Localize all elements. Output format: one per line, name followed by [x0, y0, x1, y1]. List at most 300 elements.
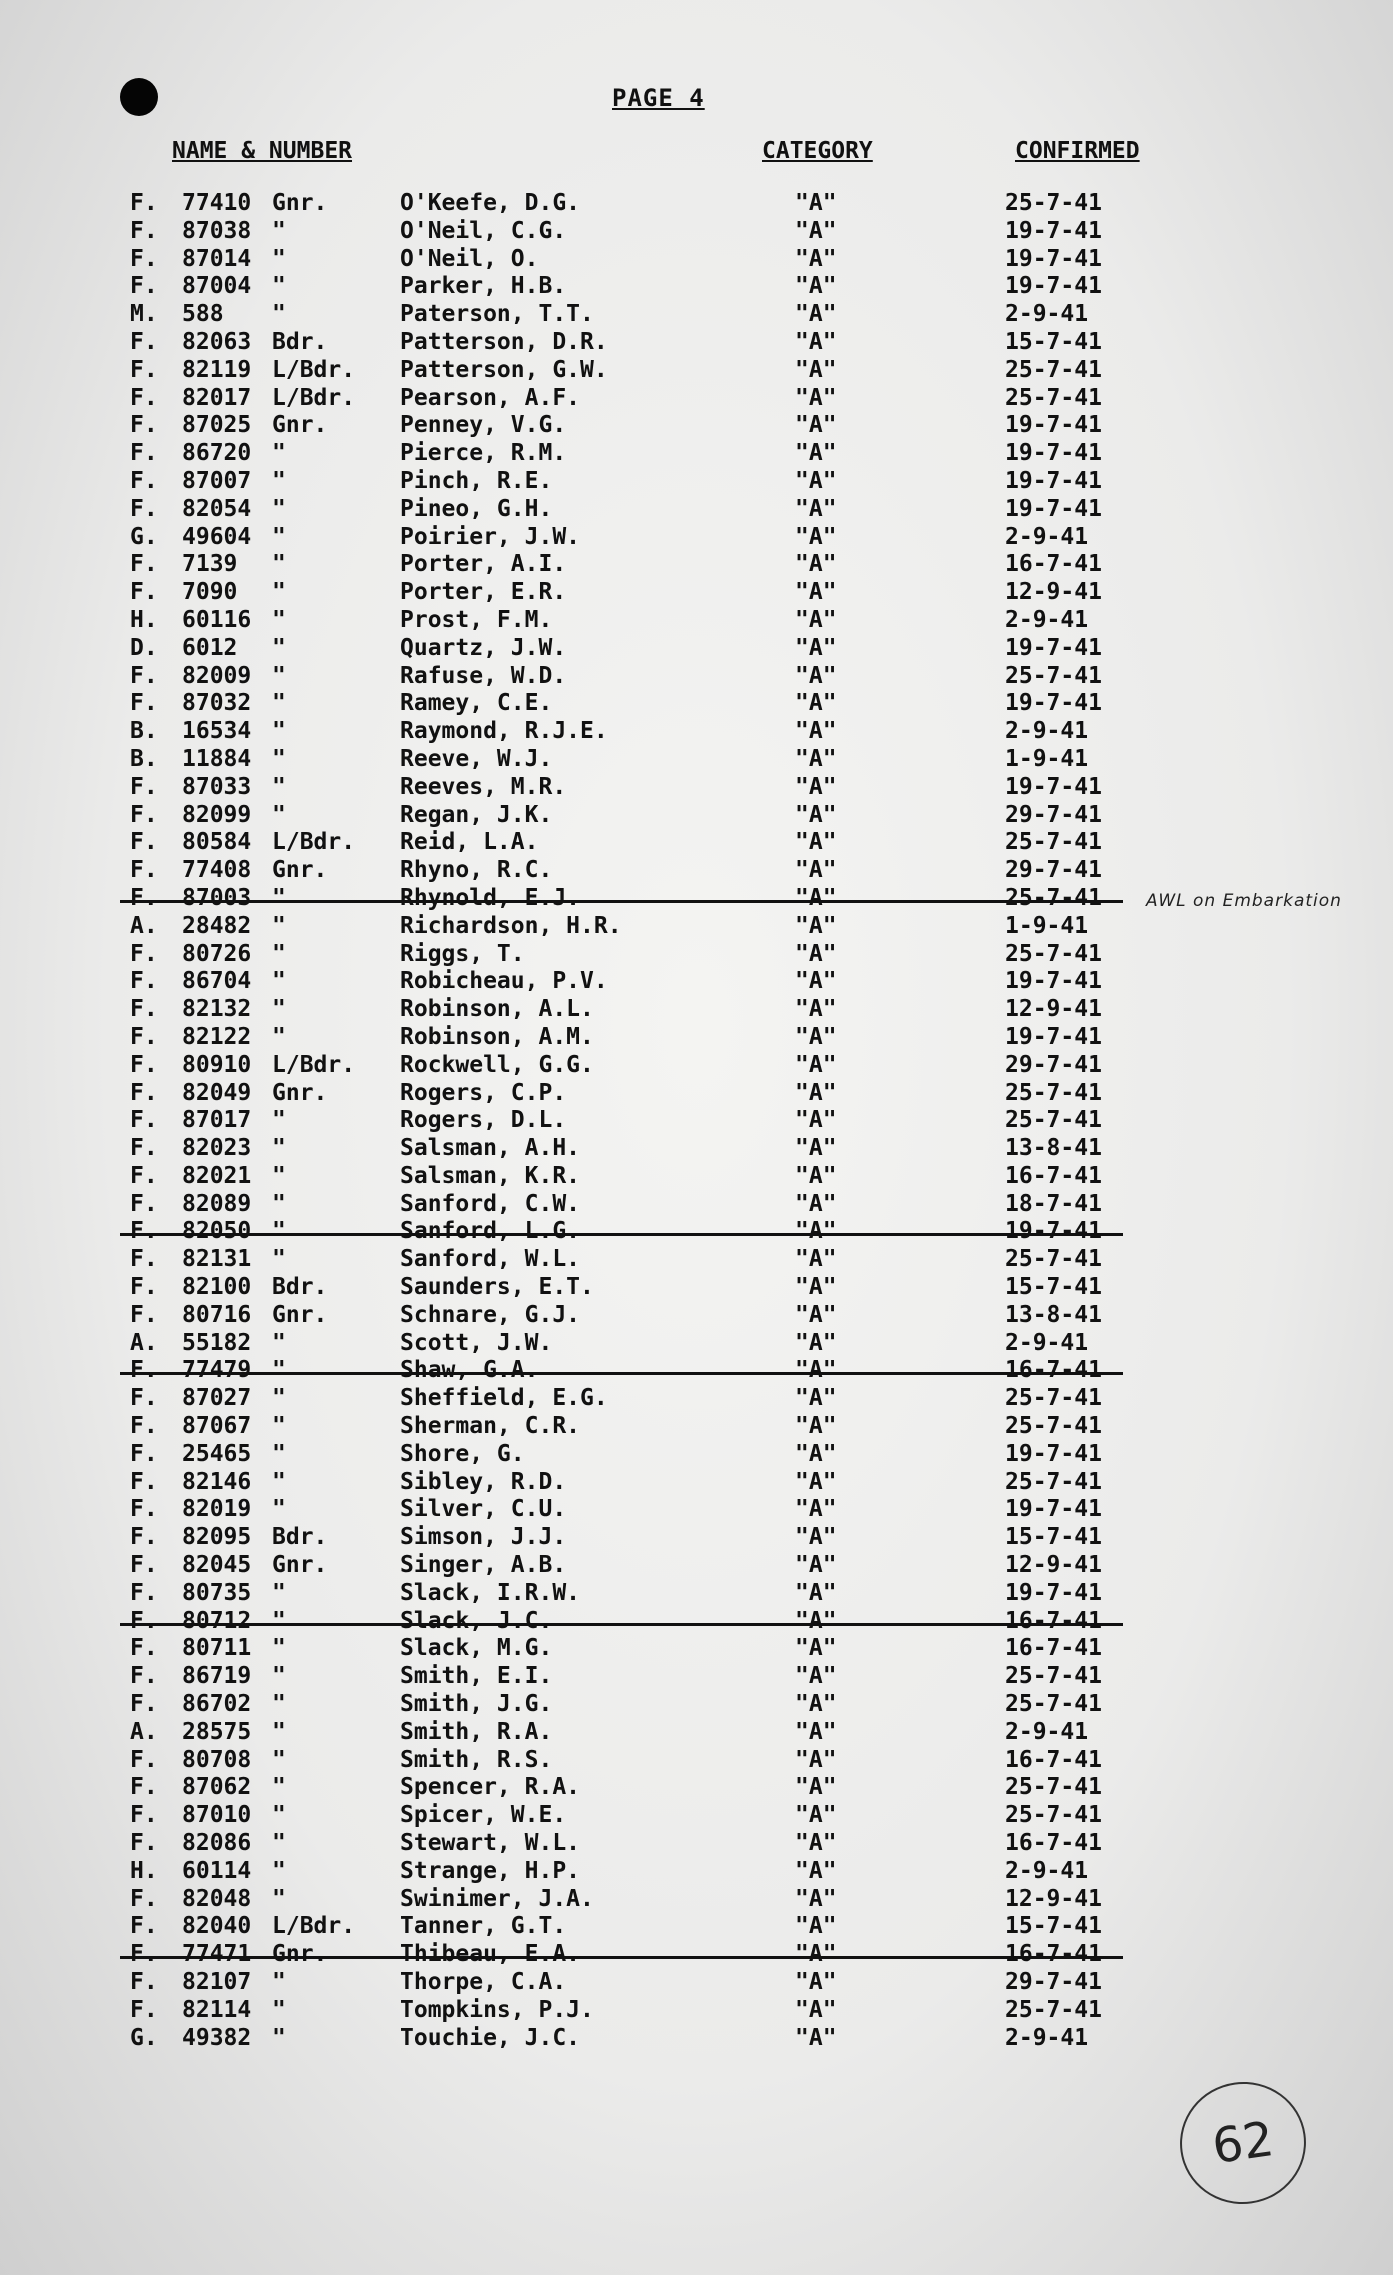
confirmed-date: 25-7-41	[1005, 384, 1102, 411]
rank: "	[272, 467, 286, 494]
category: "A"	[795, 1413, 837, 1440]
service-number: 7090	[182, 579, 238, 606]
table-row	[0, 1163, 1393, 1191]
service-prefix: D.	[130, 634, 158, 661]
category: "A"	[795, 690, 837, 717]
soldier-name: Shaw, G.A.	[400, 1357, 539, 1384]
category: "A"	[795, 1552, 837, 1579]
service-prefix: F.	[130, 384, 158, 411]
category: "A"	[795, 773, 837, 800]
service-number: 87025	[182, 412, 252, 439]
soldier-name: Patterson, G.W.	[400, 356, 608, 383]
category: "A"	[795, 857, 837, 884]
category: "A"	[795, 1218, 837, 1245]
rank: Bdr.	[272, 1524, 328, 1551]
service-number: 82050	[182, 1218, 252, 1245]
service-prefix: F.	[130, 1802, 158, 1829]
table-row	[0, 496, 1393, 524]
service-number: 7139	[182, 551, 238, 578]
confirmed-date: 29-7-41	[1005, 801, 1102, 828]
service-number: 87004	[182, 273, 252, 300]
table-row	[0, 1635, 1393, 1663]
service-prefix: F.	[130, 579, 158, 606]
service-prefix: F.	[130, 1385, 158, 1412]
soldier-name: Sanford, W.L.	[400, 1246, 581, 1273]
service-prefix: B.	[130, 745, 158, 772]
table-row	[0, 1830, 1393, 1858]
service-prefix: F.	[130, 1162, 158, 1189]
category: "A"	[795, 1941, 837, 1968]
table-row	[0, 1024, 1393, 1052]
confirmed-date: 25-7-41	[1005, 1663, 1102, 1690]
service-number: 87010	[182, 1802, 252, 1829]
soldier-name: Simson, J.J.	[400, 1524, 567, 1551]
category: "A"	[795, 440, 837, 467]
soldier-name: Porter, A.I.	[400, 551, 567, 578]
rank: Gnr.	[272, 190, 328, 216]
service-prefix: F.	[130, 1301, 158, 1328]
rank: "	[272, 1413, 286, 1440]
rank: "	[272, 968, 286, 995]
confirmed-date: 19-7-41	[1005, 634, 1102, 661]
category: "A"	[795, 1802, 837, 1829]
soldier-name: Paterson, T.T.	[400, 301, 594, 328]
confirmed-date: 19-7-41	[1005, 495, 1102, 522]
soldier-name: Pinch, R.E.	[400, 467, 553, 494]
table-row-struck	[0, 1608, 1393, 1636]
service-prefix: F.	[130, 1635, 158, 1662]
service-number: 82048	[182, 1885, 252, 1912]
table-row	[0, 1802, 1393, 1830]
category: "A"	[795, 273, 837, 300]
table-row	[0, 1691, 1393, 1719]
service-number: 16534	[182, 718, 252, 745]
service-number: 55182	[182, 1329, 252, 1356]
table-row	[0, 1719, 1393, 1747]
table-row	[0, 579, 1393, 607]
service-prefix: F.	[130, 1663, 158, 1690]
category: "A"	[795, 1830, 837, 1857]
service-prefix: F.	[130, 1579, 158, 1606]
table-row	[0, 1552, 1393, 1580]
rank: Gnr.	[272, 1941, 328, 1968]
table-row	[0, 551, 1393, 579]
service-prefix: M.	[130, 301, 158, 328]
confirmed-date: 2-9-41	[1005, 1329, 1089, 1356]
service-number: 87017	[182, 1107, 252, 1134]
table-row	[0, 1135, 1393, 1163]
category: "A"	[795, 801, 837, 828]
confirmed-date: 25-7-41	[1005, 1468, 1102, 1495]
confirmed-date: 25-7-41	[1005, 190, 1102, 216]
confirmed-date: 12-9-41	[1005, 1885, 1102, 1912]
service-number: 49382	[182, 2024, 252, 2051]
category: "A"	[795, 1996, 837, 2023]
service-number: 82100	[182, 1274, 252, 1301]
confirmed-date: 2-9-41	[1005, 2024, 1089, 2051]
service-number: 80712	[182, 1607, 252, 1634]
confirmed-date: 16-7-41	[1005, 1635, 1102, 1662]
category: "A"	[795, 884, 837, 911]
confirmed-date: 12-9-41	[1005, 996, 1102, 1023]
soldier-name: Rafuse, W.D.	[400, 662, 567, 689]
soldier-name: Rogers, D.L.	[400, 1107, 567, 1134]
table-row	[0, 246, 1393, 274]
service-prefix: G.	[130, 523, 158, 550]
confirmed-date: 2-9-41	[1005, 1857, 1089, 1884]
category: "A"	[795, 1718, 837, 1745]
table-row	[0, 468, 1393, 496]
service-number: 82054	[182, 495, 252, 522]
soldier-name: Sheffield, E.G.	[400, 1385, 608, 1412]
confirmed-date: 2-9-41	[1005, 1718, 1089, 1745]
service-number: 82099	[182, 801, 252, 828]
service-number: 86704	[182, 968, 252, 995]
service-prefix: F.	[130, 1969, 158, 1995]
category: "A"	[795, 190, 837, 216]
service-prefix: F.	[130, 940, 158, 967]
margin-note: AWL on Embarkation	[1146, 891, 1342, 911]
rank: "	[272, 662, 286, 689]
category: "A"	[795, 968, 837, 995]
rank: "	[272, 551, 286, 578]
category: "A"	[795, 1440, 837, 1467]
confirmed-date: 19-7-41	[1005, 217, 1102, 244]
service-prefix: F.	[130, 1607, 158, 1634]
service-number: 82122	[182, 1023, 252, 1050]
rank: L/Bdr.	[272, 356, 356, 383]
soldier-name: Spicer, W.E.	[400, 1802, 567, 1829]
rank: "	[272, 1885, 286, 1912]
rank: "	[272, 884, 286, 911]
service-prefix: F.	[130, 1246, 158, 1273]
category: "A"	[795, 1162, 837, 1189]
confirmed-date: 19-7-41	[1005, 245, 1102, 272]
service-prefix: A.	[130, 1329, 158, 1356]
service-prefix: F.	[130, 662, 158, 689]
confirmed-date: 2-9-41	[1005, 606, 1089, 633]
category: "A"	[795, 1607, 837, 1634]
confirmed-date: 25-7-41	[1005, 1996, 1102, 2023]
soldier-name: Sherman, C.R.	[400, 1413, 581, 1440]
confirmed-date: 19-7-41	[1005, 1440, 1102, 1467]
confirmed-date: 16-7-41	[1005, 1607, 1102, 1634]
soldier-name: Smith, R.A.	[400, 1718, 553, 1745]
category: "A"	[795, 467, 837, 494]
category: "A"	[795, 662, 837, 689]
table-row	[0, 913, 1393, 941]
soldier-name: Thibeau, E.A.	[400, 1941, 581, 1968]
rank: "	[272, 1107, 286, 1134]
confirmed-date: 16-7-41	[1005, 1162, 1102, 1189]
soldier-name: Pierce, R.M.	[400, 440, 567, 467]
confirmed-date: 12-9-41	[1005, 1552, 1102, 1579]
table-row	[0, 1524, 1393, 1552]
service-number: 82086	[182, 1830, 252, 1857]
rank: "	[272, 245, 286, 272]
category: "A"	[795, 1329, 837, 1356]
service-number: 82095	[182, 1524, 252, 1551]
confirmed-date: 25-7-41	[1005, 884, 1102, 911]
rank: "	[272, 1468, 286, 1495]
soldier-name: Slack, J.C.	[400, 1607, 553, 1634]
confirmed-date: 16-7-41	[1005, 1746, 1102, 1773]
soldier-name: Smith, J.G.	[400, 1691, 553, 1718]
service-prefix: F.	[130, 245, 158, 272]
service-prefix: F.	[130, 1218, 158, 1245]
soldier-name: Poirier, J.W.	[400, 523, 581, 550]
rank: "	[272, 1440, 286, 1467]
category: "A"	[795, 356, 837, 383]
service-number: 82119	[182, 356, 252, 383]
service-number: 588	[182, 301, 224, 328]
soldier-name: Penney, V.G.	[400, 412, 567, 439]
category: "A"	[795, 829, 837, 856]
table-row	[0, 718, 1393, 746]
service-number: 87003	[182, 884, 252, 911]
table-row	[0, 1385, 1393, 1413]
category: "A"	[795, 579, 837, 606]
service-prefix: F.	[130, 1913, 158, 1940]
rank: "	[272, 217, 286, 244]
service-number: 82132	[182, 996, 252, 1023]
soldier-name: Rhynold, E.J.	[400, 884, 581, 911]
rank: "	[272, 1635, 286, 1662]
service-prefix: F.	[130, 1051, 158, 1078]
confirmed-date: 25-7-41	[1005, 1385, 1102, 1412]
column-header-confirmed: CONFIRMED	[1015, 138, 1140, 164]
table-row	[0, 1997, 1393, 2025]
confirmed-date: 25-7-41	[1005, 1774, 1102, 1801]
service-number: 87007	[182, 467, 252, 494]
confirmed-date: 19-7-41	[1005, 1023, 1102, 1050]
service-number: 82089	[182, 1190, 252, 1217]
rank: L/Bdr.	[272, 1051, 356, 1078]
category: "A"	[795, 745, 837, 772]
service-number: 82049	[182, 1079, 252, 1106]
service-number: 82023	[182, 1135, 252, 1162]
service-number: 82017	[182, 384, 252, 411]
table-row-struck	[0, 1218, 1393, 1246]
rank: "	[272, 1802, 286, 1829]
service-prefix: F.	[130, 1496, 158, 1523]
category: "A"	[795, 1579, 837, 1606]
service-prefix: F.	[130, 1190, 158, 1217]
service-prefix: F.	[130, 968, 158, 995]
confirmed-date: 16-7-41	[1005, 1357, 1102, 1384]
service-prefix: F.	[130, 495, 158, 522]
service-number: 82019	[182, 1496, 252, 1523]
table-row	[0, 440, 1393, 468]
rank: "	[272, 1246, 286, 1273]
table-row	[0, 1274, 1393, 1302]
table-row	[0, 774, 1393, 802]
table-row	[0, 663, 1393, 691]
confirmed-date: 19-7-41	[1005, 1218, 1102, 1245]
rank: "	[272, 1857, 286, 1884]
rank: "	[272, 1190, 286, 1217]
confirmed-date: 25-7-41	[1005, 662, 1102, 689]
category: "A"	[795, 1385, 837, 1412]
table-row	[0, 941, 1393, 969]
table-row	[0, 1080, 1393, 1108]
category: "A"	[795, 245, 837, 272]
service-number: 80726	[182, 940, 252, 967]
soldier-name: Salsman, K.R.	[400, 1162, 581, 1189]
service-prefix: F.	[130, 1774, 158, 1801]
rank: "	[272, 773, 286, 800]
service-number: 11884	[182, 745, 252, 772]
table-row	[0, 802, 1393, 830]
service-number: 87038	[182, 217, 252, 244]
confirmed-date: 2-9-41	[1005, 523, 1089, 550]
service-prefix: F.	[130, 1524, 158, 1551]
category: "A"	[795, 1774, 837, 1801]
confirmed-date: 19-7-41	[1005, 1579, 1102, 1606]
soldier-name: Quartz, J.W.	[400, 634, 567, 661]
table-row	[0, 1441, 1393, 1469]
service-prefix: F.	[130, 1468, 158, 1495]
category: "A"	[795, 1663, 837, 1690]
rank: "	[272, 912, 286, 939]
soldier-name: Robicheau, P.V.	[400, 968, 608, 995]
table-row	[0, 1663, 1393, 1691]
category: "A"	[795, 1913, 837, 1940]
table-row	[0, 301, 1393, 329]
table-row-struck	[0, 1357, 1393, 1385]
page-number-circled: 62	[1172, 2074, 1314, 2212]
soldier-name: Ramey, C.E.	[400, 690, 553, 717]
service-prefix: F.	[130, 190, 158, 216]
confirmed-date: 25-7-41	[1005, 1079, 1102, 1106]
rank: "	[272, 1496, 286, 1523]
soldier-name: O'Neil, O.	[400, 245, 539, 272]
table-row	[0, 1969, 1393, 1997]
soldier-name: Pearson, A.F.	[400, 384, 581, 411]
soldier-name: Rockwell, G.G.	[400, 1051, 594, 1078]
service-prefix: F.	[130, 551, 158, 578]
confirmed-date: 25-7-41	[1005, 356, 1102, 383]
rank: "	[272, 495, 286, 522]
confirmed-date: 19-7-41	[1005, 773, 1102, 800]
rank: "	[272, 606, 286, 633]
service-prefix: F.	[130, 1691, 158, 1718]
confirmed-date: 19-7-41	[1005, 412, 1102, 439]
rank: Gnr.	[272, 857, 328, 884]
rank: Gnr.	[272, 1079, 328, 1106]
soldier-name: Reeves, M.R.	[400, 773, 567, 800]
soldier-name: Rhyno, R.C.	[400, 857, 553, 884]
service-prefix: F.	[130, 1552, 158, 1579]
service-number: 82021	[182, 1162, 252, 1189]
confirmed-date: 13-8-41	[1005, 1135, 1102, 1162]
service-prefix: F.	[130, 440, 158, 467]
category: "A"	[795, 1857, 837, 1884]
rank: "	[272, 1718, 286, 1745]
confirmed-date: 29-7-41	[1005, 857, 1102, 884]
service-number: 49604	[182, 523, 252, 550]
confirmed-date: 25-7-41	[1005, 1413, 1102, 1440]
soldier-name: Thorpe, C.A.	[400, 1969, 567, 1995]
service-number: 87032	[182, 690, 252, 717]
rank: Bdr.	[272, 328, 328, 355]
service-number: 77410	[182, 190, 252, 216]
soldier-name: Patterson, D.R.	[400, 328, 608, 355]
service-number: 80910	[182, 1051, 252, 1078]
rank: "	[272, 273, 286, 300]
category: "A"	[795, 495, 837, 522]
rank: "	[272, 940, 286, 967]
table-row	[0, 1747, 1393, 1775]
table-row	[0, 635, 1393, 663]
confirmed-date: 19-7-41	[1005, 467, 1102, 494]
rank: L/Bdr.	[272, 384, 356, 411]
soldier-name: Regan, J.K.	[400, 801, 553, 828]
service-number: 82063	[182, 328, 252, 355]
soldier-name: Touchie, J.C.	[400, 2024, 581, 2051]
soldier-name: Riggs, T.	[400, 940, 525, 967]
category: "A"	[795, 1023, 837, 1050]
service-number: 86720	[182, 440, 252, 467]
service-number: 60114	[182, 1857, 252, 1884]
soldier-name: Stewart, W.L.	[400, 1830, 581, 1857]
rank: L/Bdr.	[272, 829, 356, 856]
table-row	[0, 1469, 1393, 1497]
soldier-name: Reeve, W.J.	[400, 745, 553, 772]
category: "A"	[795, 2024, 837, 2051]
table-row	[0, 2025, 1393, 2053]
rank: "	[272, 1996, 286, 2023]
rank: "	[272, 801, 286, 828]
rank: "	[272, 1691, 286, 1718]
soldier-name: Slack, M.G.	[400, 1635, 553, 1662]
soldier-name: Pineo, G.H.	[400, 495, 553, 522]
service-number: 87014	[182, 245, 252, 272]
table-row	[0, 1413, 1393, 1441]
rank: "	[272, 523, 286, 550]
confirmed-date: 12-9-41	[1005, 579, 1102, 606]
confirmed-date: 15-7-41	[1005, 1524, 1102, 1551]
soldier-name: Smith, R.S.	[400, 1746, 553, 1773]
category: "A"	[795, 1246, 837, 1273]
table-row	[0, 968, 1393, 996]
service-prefix: F.	[130, 690, 158, 717]
rank: "	[272, 996, 286, 1023]
rank: "	[272, 2024, 286, 2051]
service-number: 28482	[182, 912, 252, 939]
category: "A"	[795, 1357, 837, 1384]
table-row	[0, 857, 1393, 885]
table-row	[0, 218, 1393, 246]
soldier-name: Richardson, H.R.	[400, 912, 622, 939]
confirmed-date: 1-9-41	[1005, 912, 1089, 939]
soldier-name: Sanford, L.G.	[400, 1218, 581, 1245]
category: "A"	[795, 1524, 837, 1551]
confirmed-date: 15-7-41	[1005, 328, 1102, 355]
table-row	[0, 1858, 1393, 1886]
rank: "	[272, 745, 286, 772]
confirmed-date: 19-7-41	[1005, 1496, 1102, 1523]
service-number: 82114	[182, 1996, 252, 2023]
service-prefix: F.	[130, 328, 158, 355]
table-row	[0, 1774, 1393, 1802]
soldier-name: O'Neil, C.G.	[400, 217, 567, 244]
category: "A"	[795, 1301, 837, 1328]
soldier-name: Sanford, C.W.	[400, 1190, 581, 1217]
category: "A"	[795, 1496, 837, 1523]
table-row	[0, 1913, 1393, 1941]
category: "A"	[795, 912, 837, 939]
